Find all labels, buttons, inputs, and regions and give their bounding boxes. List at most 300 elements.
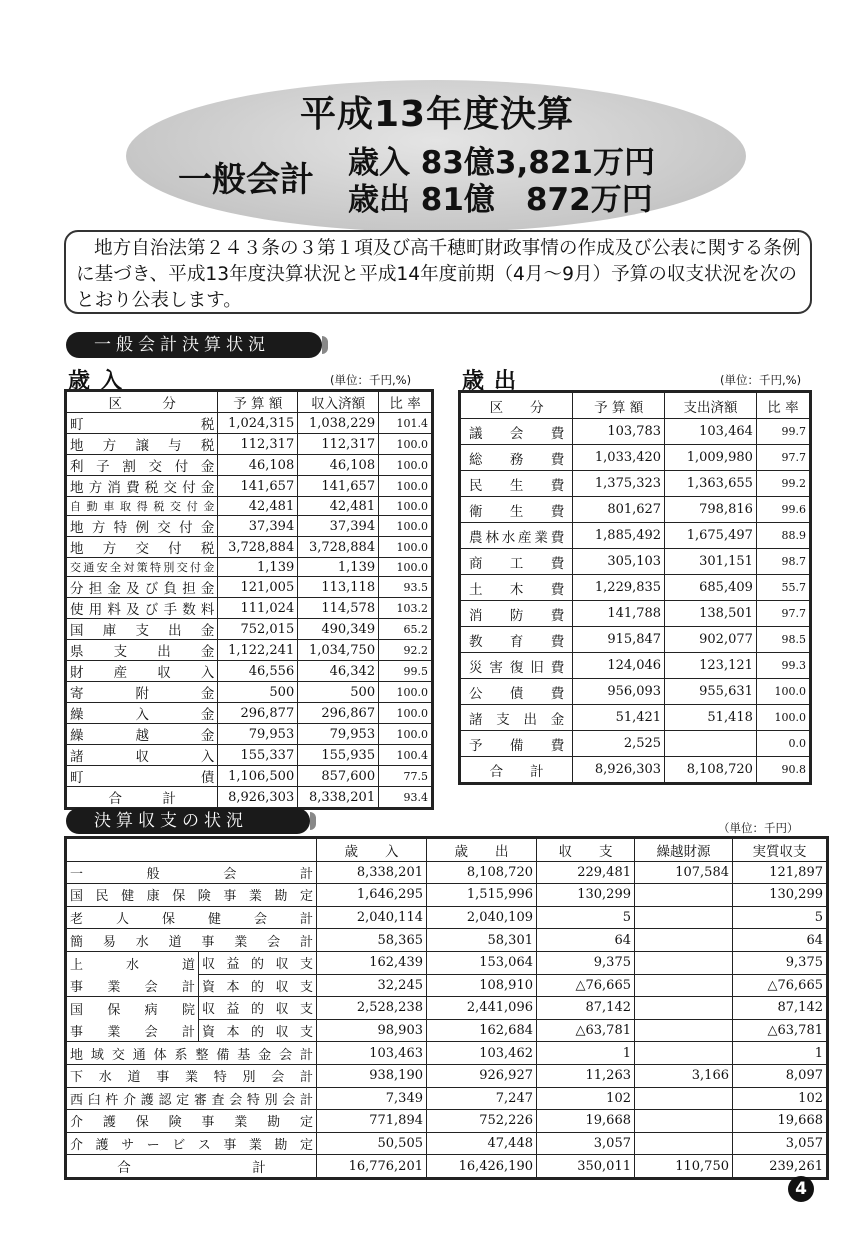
expenditure-budget: 1,885,492	[573, 523, 665, 549]
balance-account-label: 介護サービス事業勘定	[67, 1132, 317, 1155]
revenue-row	[67, 661, 432, 682]
balance-col-header	[67, 839, 317, 862]
revenue-actual: 1,139	[298, 558, 379, 577]
revenue-budget: 111,024	[218, 598, 298, 619]
revenue-ratio: 100.0	[379, 703, 432, 724]
revenue-total-row	[67, 787, 432, 808]
balance-exp: 153,064	[427, 951, 537, 974]
expenditure-item-label: 土木費	[461, 575, 573, 601]
balance-col-header: 歳 入	[317, 839, 427, 862]
revenue-ratio: 99.5	[379, 661, 432, 682]
revenue-actual: 46,108	[298, 455, 379, 476]
expenditure-item-label: 諸支出金	[461, 705, 573, 731]
expenditure-budget: 1,375,323	[573, 471, 665, 497]
revenue-item-label: 地方消費税交付金	[67, 476, 218, 497]
revenue-row	[67, 703, 432, 724]
revenue-row	[67, 558, 432, 577]
revenue-ratio: 100.0	[379, 682, 432, 703]
expenditure-unit: (単位：千円,%)	[720, 373, 802, 387]
revenue-budget: 46,556	[218, 661, 298, 682]
expenditure-ratio: 99.2	[756, 471, 809, 497]
balance-exp: 162,684	[427, 1019, 537, 1042]
revenue-item-label: 繰越金	[67, 724, 218, 745]
balance-total-label: 合 計	[67, 1155, 317, 1178]
expenditure-ratio: 55.7	[756, 575, 809, 601]
balance-rev: 16,776,201	[317, 1155, 427, 1178]
revenue-budget: 155,337	[218, 745, 298, 766]
balance-row	[67, 929, 827, 952]
balance-subaccount-label: 資本的収支	[199, 974, 317, 997]
revenue-ratio: 100.4	[379, 745, 432, 766]
balance-subaccount-label: 収益的収支	[199, 951, 317, 974]
revenue-actual: 500	[298, 682, 379, 703]
balance-exp: 108,910	[427, 974, 537, 997]
expenditure-ratio: 98.7	[756, 549, 809, 575]
balance-col-header: 収 支	[537, 839, 635, 862]
balance-rev: 162,439	[317, 951, 427, 974]
expenditure-actual: 103,464	[665, 419, 757, 445]
balance-rev: 1,646,295	[317, 884, 427, 907]
revenue-col-header: 区 分	[67, 392, 218, 413]
revenue-item-label: 分担金及び負担金	[67, 577, 218, 598]
balance-rev: 58,365	[317, 929, 427, 952]
balance-exp: 7,247	[427, 1087, 537, 1110]
revenue-row	[67, 640, 432, 661]
revenue-actual: 490,349	[298, 619, 379, 640]
revenue-row	[67, 766, 432, 787]
balance-group-label: 国保病院	[67, 997, 199, 1020]
balance-exp: 58,301	[427, 929, 537, 952]
balance-account-label: 下水道事業特別会計	[67, 1064, 317, 1087]
expenditure-actual: 51,418	[665, 705, 757, 731]
expenditure-actual: 685,409	[665, 575, 757, 601]
expenditure-col-header: 予 算 額	[573, 393, 665, 419]
expenditure-item-label: 教育費	[461, 627, 573, 653]
revenue-item-label: 地方譲与税	[67, 434, 218, 455]
revenue-item-label: 利子割交付金	[67, 455, 218, 476]
balance-account-label: 一般会計	[67, 861, 317, 884]
revenue-row	[67, 724, 432, 745]
balance-real: 130,299	[733, 884, 827, 907]
revenue-budget: 141,657	[218, 476, 298, 497]
balance-bal: 9,375	[537, 951, 635, 974]
page-title: 平成13年度決算	[300, 94, 575, 135]
balance-real: △76,665	[733, 974, 827, 997]
revenue-row	[67, 516, 432, 537]
revenue-item-label: 地方特例交付金	[67, 516, 218, 537]
balance-real: 102	[733, 1087, 827, 1110]
expenditure-total-actual: 8,108,720	[665, 757, 757, 783]
balance-bal: 64	[537, 929, 635, 952]
revenue-item-label: 諸収入	[67, 745, 218, 766]
expenditure-item-label: 公債費	[461, 679, 573, 705]
revenue-item-label: 使用料及び手数料	[67, 598, 218, 619]
revenue-total-actual: 8,338,201	[298, 787, 379, 808]
expenditure-actual: 123,121	[665, 653, 757, 679]
revenue-actual: 114,578	[298, 598, 379, 619]
expenditure-table	[460, 392, 810, 783]
balance-row	[67, 906, 827, 929]
revenue-col-header: 収入済額	[298, 392, 379, 413]
revenue-budget: 296,877	[218, 703, 298, 724]
balance-unit: （単位：千円）	[718, 821, 799, 835]
balance-bal: 3,057	[537, 1132, 635, 1155]
balance-exp: 2,441,096	[427, 997, 537, 1020]
expenditure-budget: 305,103	[573, 549, 665, 575]
expenditure-budget: 124,046	[573, 653, 665, 679]
expenditure-budget: 51,421	[573, 705, 665, 731]
balance-row	[67, 951, 827, 974]
balance-subaccount-label: 資本的収支	[199, 1019, 317, 1042]
expenditure-row	[461, 445, 810, 471]
balance-exp: 16,426,190	[427, 1155, 537, 1178]
revenue-budget: 42,481	[218, 497, 298, 516]
balance-rev: 98,903	[317, 1019, 427, 1042]
revenue-ratio: 92.2	[379, 640, 432, 661]
revenue-col-header: 予 算 額	[218, 392, 298, 413]
expenditure-col-header: 支出済額	[665, 393, 757, 419]
balance-carry	[635, 1019, 733, 1042]
expenditure-header-row	[461, 393, 810, 419]
balance-exp: 8,108,720	[427, 861, 537, 884]
revenue-actual: 37,394	[298, 516, 379, 537]
balance-real: 5	[733, 906, 827, 929]
expenditure-row	[461, 679, 810, 705]
revenue-ratio: 100.0	[379, 455, 432, 476]
expenditure-item-label: 商工費	[461, 549, 573, 575]
revenue-budget: 37,394	[218, 516, 298, 537]
expenditure-total-ratio: 90.8	[756, 757, 809, 783]
revenue-budget: 121,005	[218, 577, 298, 598]
expenditure-row	[461, 731, 810, 757]
expenditure-actual: 902,077	[665, 627, 757, 653]
balance-subaccount-label: 収益的収支	[199, 997, 317, 1020]
revenue-row	[67, 413, 432, 434]
balance-carry	[635, 997, 733, 1020]
balance-rev: 32,245	[317, 974, 427, 997]
account-label: 一般会計	[178, 160, 314, 200]
balance-carry	[635, 974, 733, 997]
balance-row	[67, 861, 827, 884]
balance-bal: 350,011	[537, 1155, 635, 1178]
balance-exp: 1,515,996	[427, 884, 537, 907]
expenditure-ratio: 98.5	[756, 627, 809, 653]
revenue-row	[67, 434, 432, 455]
balance-real: 9,375	[733, 951, 827, 974]
balance-row	[67, 1019, 827, 1042]
balance-col-header: 繰越財源	[635, 839, 733, 862]
balance-bal: 87,142	[537, 997, 635, 1020]
balance-real: 64	[733, 929, 827, 952]
expenditure-item-label: 衛生費	[461, 497, 573, 523]
revenue-ratio: 100.0	[379, 434, 432, 455]
balance-account-label: 簡易水道事業会計	[67, 929, 317, 952]
expenditure-row	[461, 627, 810, 653]
balance-group-label: 事業会計	[67, 974, 199, 997]
balance-bal: 102	[537, 1087, 635, 1110]
balance-real: 87,142	[733, 997, 827, 1020]
revenue-item-label: 町債	[67, 766, 218, 787]
revenue-row	[67, 497, 432, 516]
balance-account-label: 老人保健会計	[67, 906, 317, 929]
balance-bal: △63,781	[537, 1019, 635, 1042]
expenditure-budget: 103,783	[573, 419, 665, 445]
revenue-actual: 42,481	[298, 497, 379, 516]
balance-rev: 2,528,238	[317, 997, 427, 1020]
expenditure-ratio: 97.7	[756, 445, 809, 471]
balance-bal: 19,668	[537, 1110, 635, 1133]
revenue-actual: 113,118	[298, 577, 379, 598]
expenditure-ratio: 99.6	[756, 497, 809, 523]
expenditure-budget: 956,093	[573, 679, 665, 705]
revenue-ratio: 100.0	[379, 476, 432, 497]
revenue-unit: (単位：千円,%)	[330, 373, 412, 387]
revenue-row	[67, 745, 432, 766]
revenue-budget: 1,106,500	[218, 766, 298, 787]
balance-real: 8,097	[733, 1064, 827, 1087]
revenue-row	[67, 598, 432, 619]
balance-rev: 8,338,201	[317, 861, 427, 884]
expenditure-total-row	[461, 757, 810, 783]
expenditure-col-header: 比 率	[756, 393, 809, 419]
expenditure-total-label: 合 計	[461, 757, 573, 783]
expenditure-row	[461, 497, 810, 523]
balance-carry	[635, 1087, 733, 1110]
balance-row	[67, 997, 827, 1020]
balance-real: 19,668	[733, 1110, 827, 1133]
balance-bal: 1	[537, 1042, 635, 1065]
intro-text: 地方自治法第２４３条の３第１項及び高千穂町財政事情の作成及び公表に関する条例に基づき、平成13年度決算状況と平成14年度前期（4月～9月）予算の収支状況を次のとおり公表します。	[76, 238, 801, 311]
expenditure-budget: 2,525	[573, 731, 665, 757]
revenue-row	[67, 537, 432, 558]
balance-rev: 103,463	[317, 1042, 427, 1065]
balance-real: 121,897	[733, 861, 827, 884]
balance-col-header: 歳 出	[427, 839, 537, 862]
expenditure-actual	[665, 731, 757, 757]
revenue-summary: 歳入 83億3,821万円	[348, 145, 655, 181]
expenditure-heading: 歳出	[462, 369, 527, 394]
balance-row	[67, 1110, 827, 1133]
revenue-row	[67, 455, 432, 476]
balance-carry: 107,584	[635, 861, 733, 884]
revenue-actual: 112,317	[298, 434, 379, 455]
revenue-budget: 1,139	[218, 558, 298, 577]
revenue-item-label: 財産収入	[67, 661, 218, 682]
revenue-item-label: 繰入金	[67, 703, 218, 724]
balance-col-header: 実質収支	[733, 839, 827, 862]
balance-real: 239,261	[733, 1155, 827, 1178]
revenue-budget: 79,953	[218, 724, 298, 745]
balance-row	[67, 1042, 827, 1065]
revenue-col-header: 比 率	[379, 392, 432, 413]
revenue-ratio: 93.5	[379, 577, 432, 598]
expenditure-item-label: 民生費	[461, 471, 573, 497]
balance-bal: 130,299	[537, 884, 635, 907]
revenue-heading: 歳入	[68, 369, 133, 394]
revenue-ratio: 77.5	[379, 766, 432, 787]
expenditure-item-label: 災害復旧費	[461, 653, 573, 679]
expenditure-ratio: 88.9	[756, 523, 809, 549]
expenditure-actual: 1,363,655	[665, 471, 757, 497]
expenditure-actual: 138,501	[665, 601, 757, 627]
expenditure-ratio: 99.7	[756, 419, 809, 445]
revenue-item-label: 自動車取得税交付金	[67, 497, 218, 516]
revenue-item-label: 地方交付税	[67, 537, 218, 558]
expenditure-row	[461, 549, 810, 575]
expenditure-ratio: 0.0	[756, 731, 809, 757]
expenditure-actual: 301,151	[665, 549, 757, 575]
expenditure-actual: 1,675,497	[665, 523, 757, 549]
revenue-budget: 3,728,884	[218, 537, 298, 558]
expenditure-col-header: 区 分	[461, 393, 573, 419]
revenue-budget: 112,317	[218, 434, 298, 455]
balance-total-row	[67, 1155, 827, 1178]
revenue-actual: 3,728,884	[298, 537, 379, 558]
balance-carry: 110,750	[635, 1155, 733, 1178]
revenue-actual: 1,038,229	[298, 413, 379, 434]
balance-group-label: 事業会計	[67, 1019, 199, 1042]
expenditure-total-budget: 8,926,303	[573, 757, 665, 783]
balance-carry	[635, 906, 733, 929]
balance-account-label: 西臼杵介護認定審査会特別会計	[67, 1087, 317, 1110]
revenue-total-ratio: 93.4	[379, 787, 432, 808]
expenditure-ratio: 99.3	[756, 653, 809, 679]
revenue-ratio: 103.2	[379, 598, 432, 619]
expenditure-actual: 1,009,980	[665, 445, 757, 471]
revenue-row	[67, 619, 432, 640]
balance-exp: 752,226	[427, 1110, 537, 1133]
balance-rev: 50,505	[317, 1132, 427, 1155]
balance-carry	[635, 929, 733, 952]
revenue-actual: 1,034,750	[298, 640, 379, 661]
expenditure-row	[461, 705, 810, 731]
expenditure-item-label: 消防費	[461, 601, 573, 627]
balance-rev: 2,040,114	[317, 906, 427, 929]
revenue-header-row	[67, 392, 432, 413]
balance-real: 1	[733, 1042, 827, 1065]
revenue-total-budget: 8,926,303	[218, 787, 298, 808]
balance-carry	[635, 951, 733, 974]
expenditure-row	[461, 471, 810, 497]
section-general-account-label: 一般会計決算状況	[66, 332, 322, 358]
expenditure-row	[461, 419, 810, 445]
revenue-budget: 1,122,241	[218, 640, 298, 661]
expenditure-budget: 1,229,835	[573, 575, 665, 601]
expenditure-actual: 798,816	[665, 497, 757, 523]
balance-row	[67, 1132, 827, 1155]
balance-row	[67, 884, 827, 907]
balance-header-row	[67, 839, 827, 862]
revenue-item-label: 町税	[67, 413, 218, 434]
revenue-total-label: 合 計	[67, 787, 218, 808]
expenditure-row	[461, 575, 810, 601]
balance-rev: 7,349	[317, 1087, 427, 1110]
revenue-table	[66, 391, 432, 808]
balance-row	[67, 974, 827, 997]
balance-exp: 2,040,109	[427, 906, 537, 929]
revenue-row	[67, 577, 432, 598]
revenue-ratio: 100.0	[379, 724, 432, 745]
revenue-item-label: 寄附金	[67, 682, 218, 703]
expenditure-ratio: 100.0	[756, 705, 809, 731]
expenditure-budget: 915,847	[573, 627, 665, 653]
revenue-actual: 46,342	[298, 661, 379, 682]
revenue-ratio: 100.0	[379, 497, 432, 516]
revenue-actual: 857,600	[298, 766, 379, 787]
revenue-actual: 296,867	[298, 703, 379, 724]
expenditure-summary: 歳出 81億 872万円	[348, 182, 653, 218]
balance-rev: 938,190	[317, 1064, 427, 1087]
balance-account-label: 国民健康保険事業勘定	[67, 884, 317, 907]
expenditure-ratio: 100.0	[756, 679, 809, 705]
balance-row	[67, 1064, 827, 1087]
balance-carry: 3,166	[635, 1064, 733, 1087]
revenue-ratio: 100.0	[379, 537, 432, 558]
balance-bal: 229,481	[537, 861, 635, 884]
page-number: 4	[788, 1176, 814, 1202]
revenue-item-label: 国庫支出金	[67, 619, 218, 640]
balance-exp: 926,927	[427, 1064, 537, 1087]
balance-exp: 103,462	[427, 1042, 537, 1065]
revenue-actual: 141,657	[298, 476, 379, 497]
revenue-actual: 155,935	[298, 745, 379, 766]
revenue-budget: 1,024,315	[218, 413, 298, 434]
expenditure-budget: 801,627	[573, 497, 665, 523]
balance-carry	[635, 1132, 733, 1155]
revenue-ratio: 100.0	[379, 558, 432, 577]
revenue-actual: 79,953	[298, 724, 379, 745]
balance-bal: 5	[537, 906, 635, 929]
revenue-row	[67, 476, 432, 497]
revenue-budget: 752,015	[218, 619, 298, 640]
balance-carry	[635, 1042, 733, 1065]
expenditure-item-label: 農林水産業費	[461, 523, 573, 549]
revenue-item-label: 交通安全対策特別交付金	[67, 558, 218, 577]
balance-group-label: 上水道	[67, 951, 199, 974]
expenditure-actual: 955,631	[665, 679, 757, 705]
balance-real: 3,057	[733, 1132, 827, 1155]
balance-carry	[635, 1110, 733, 1133]
expenditure-budget: 1,033,420	[573, 445, 665, 471]
balance-account-label: 介護保険事業勘定	[67, 1110, 317, 1133]
revenue-item-label: 県支出金	[67, 640, 218, 661]
balance-bal: △76,665	[537, 974, 635, 997]
expenditure-ratio: 97.7	[756, 601, 809, 627]
balance-exp: 47,448	[427, 1132, 537, 1155]
balance-account-label: 地域交通体系整備基金会計	[67, 1042, 317, 1065]
revenue-row	[67, 682, 432, 703]
expenditure-row	[461, 653, 810, 679]
revenue-budget: 46,108	[218, 455, 298, 476]
revenue-ratio: 100.0	[379, 516, 432, 537]
revenue-budget: 500	[218, 682, 298, 703]
balance-bal: 11,263	[537, 1064, 635, 1087]
expenditure-item-label: 議会費	[461, 419, 573, 445]
balance-carry	[635, 884, 733, 907]
expenditure-item-label: 予備費	[461, 731, 573, 757]
section-balance-label: 決算収支の状況	[66, 808, 310, 834]
revenue-ratio: 65.2	[379, 619, 432, 640]
expenditure-item-label: 総務費	[461, 445, 573, 471]
expenditure-row	[461, 601, 810, 627]
balance-table	[66, 838, 827, 1178]
expenditure-row	[461, 523, 810, 549]
balance-rev: 771,894	[317, 1110, 427, 1133]
revenue-ratio: 101.4	[379, 413, 432, 434]
expenditure-budget: 141,788	[573, 601, 665, 627]
balance-real: △63,781	[733, 1019, 827, 1042]
balance-row	[67, 1087, 827, 1110]
